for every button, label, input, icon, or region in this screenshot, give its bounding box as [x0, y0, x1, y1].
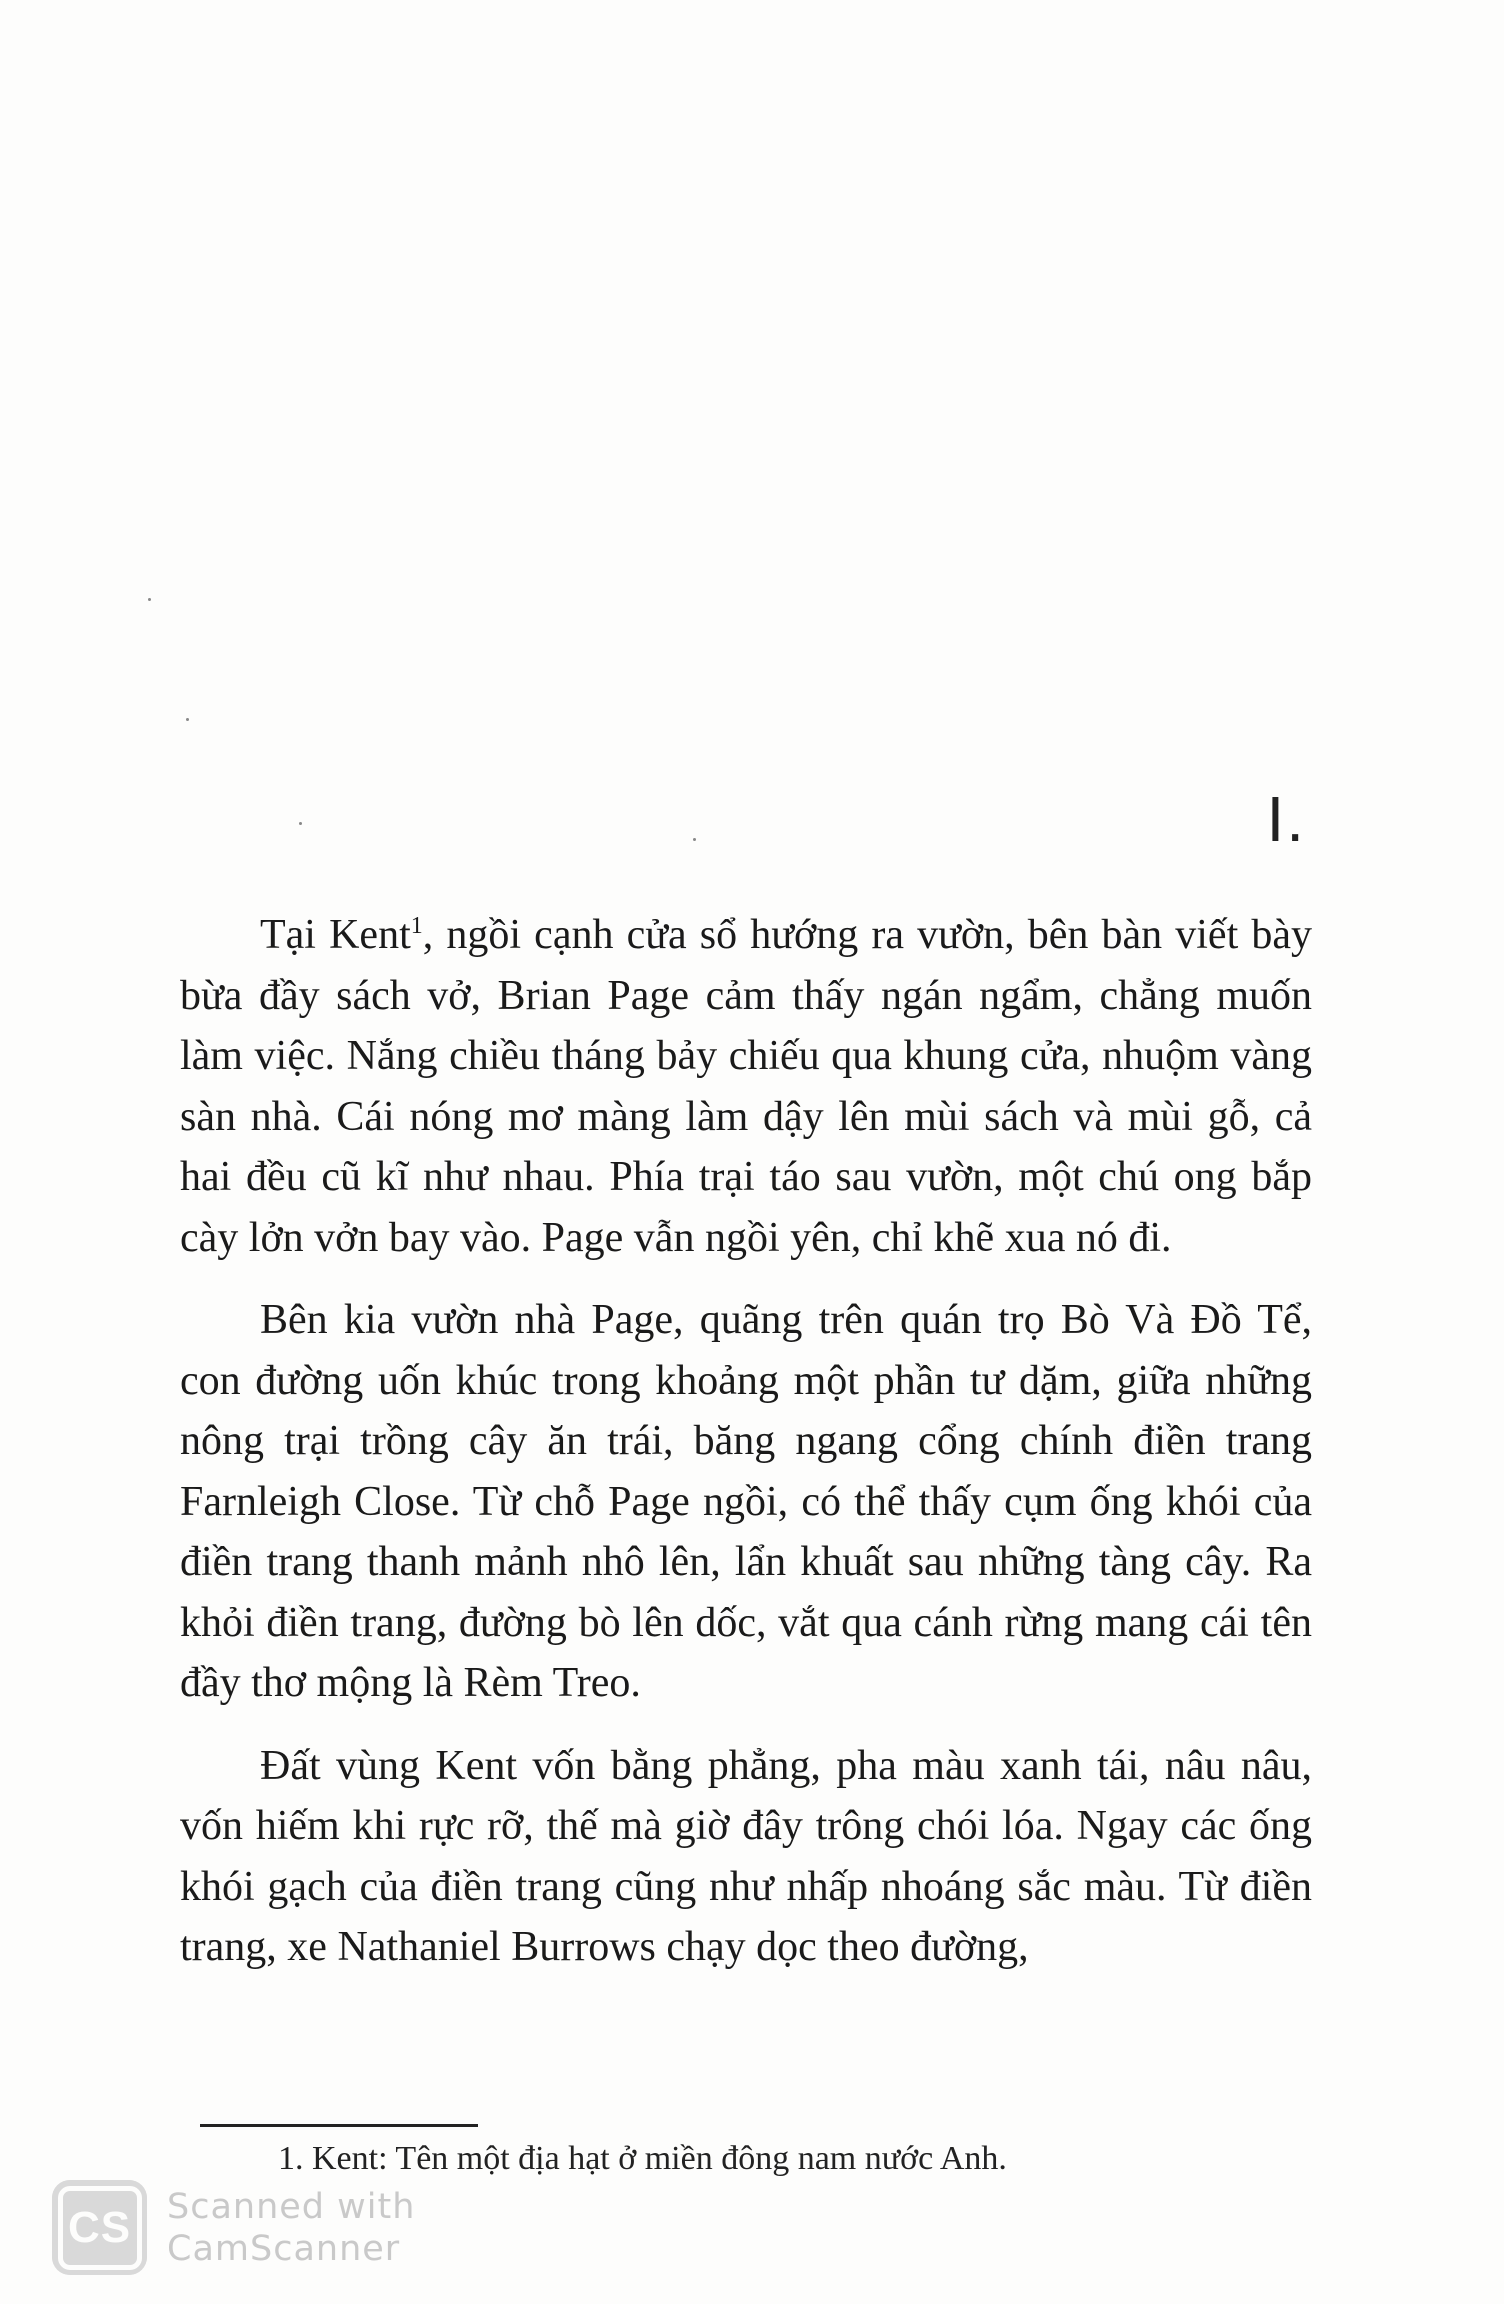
body-text: [180, 905, 1312, 2000]
scan-speck: [186, 718, 189, 721]
paragraph-2: Bên kia vườn nhà Page, quãng trên quán trọ Bò Và Đồ Tể, con đường uốn khúc trong khoảng một phần tư dặm, giữa những nông trại trồng cây ăn trái, băng ngang cổng chính điền trang Farnleigh Close. Từ chỗ Page ngồi, có thể thấy cụm ống khói của điền trang thanh mảnh nhô lên, lẩn khuất sau những tàng cây. Ra khỏi điền trang, đường bò lên dốc, vắt qua cánh rừng mang cái tên đầy thơ mộng là Rèm Treo.: [180, 1297, 1312, 1706]
paragraph-text: Tại Kent: [260, 912, 411, 958]
camscanner-watermark: [52, 2180, 415, 2275]
footnote-divider: [200, 2124, 478, 2127]
paragraph-1: [180, 905, 1312, 1268]
watermark-line-1: Scanned with: [167, 2186, 416, 2227]
paragraph-text: , ngồi cạnh cửa sổ hướng ra vườn, bên bàn viết bày bừa đầy sách vở, Brian Page cảm thấy ngán ngẩm, chẳng muốn làm việc. Nắng chiều tháng bảy chiếu qua khung cửa, nhuộm vàng sàn nhà. Cái nóng mơ màng làm dậy lên mùi sách và mùi gỗ, cả hai đều cũ kĩ như nhau. Phía trại táo sau vườn, một chú ong bắp cày lởn vởn bay vào. Page vẫn ngồi yên, chỉ khẽ xua nó đi.: [180, 912, 1313, 1261]
paragraph-3: Đất vùng Kent vốn bằng phẳng, pha màu xanh tái, nâu nâu, vốn hiếm khi rực rỡ, thế mà giờ đây trông chói lóa. Ngay các ống khói gạch của điền trang cũng như nhấp nhoáng sắc màu. Từ điền trang, xe Nathaniel Burrows chạy dọc theo đường,: [180, 1742, 1312, 1970]
footnote: 1. Kent: Tên một địa hạt ở miền đông nam nước Anh.: [278, 2140, 1007, 2177]
scan-speck: [693, 838, 696, 841]
scan-speck: [148, 598, 151, 601]
chapter-number: I.: [1266, 783, 1306, 855]
watermark-line-2: CamScanner: [167, 2228, 401, 2269]
camscanner-logo-icon: [52, 2180, 147, 2275]
scan-speck: [299, 822, 302, 825]
camscanner-logo-text: CS: [58, 2186, 142, 2270]
watermark-text: [167, 2186, 415, 2270]
footnote-marker: 1: [410, 913, 423, 939]
